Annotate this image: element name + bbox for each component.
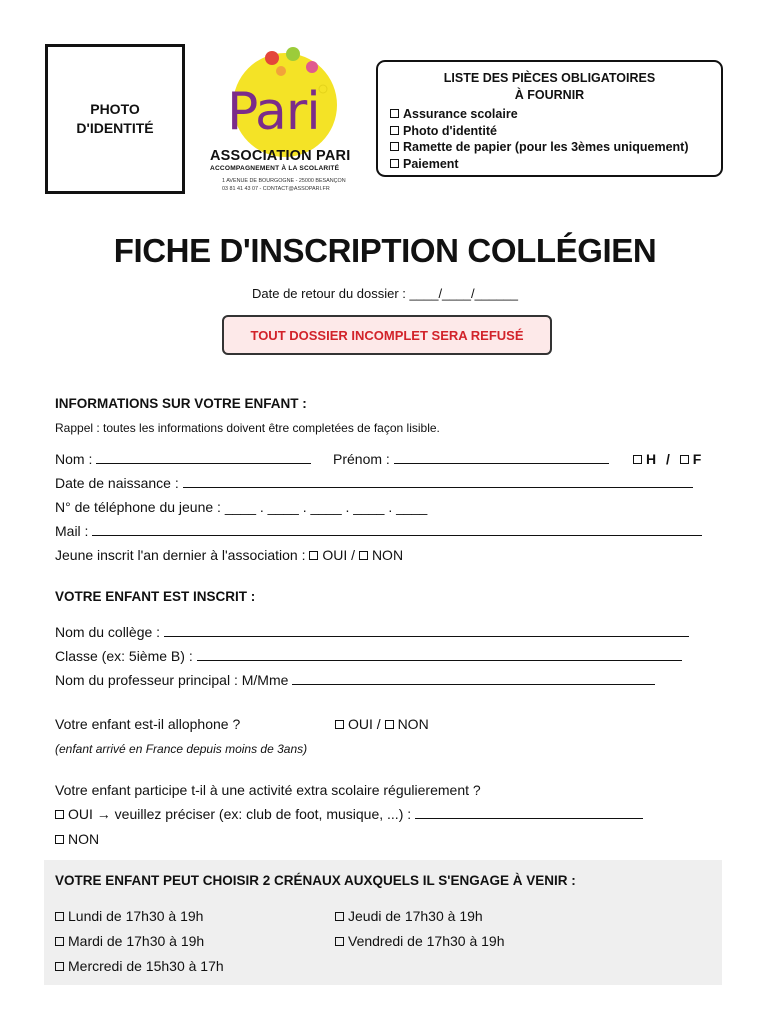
teacher-label: Nom du professeur principal : M/Mme	[55, 672, 289, 688]
slot-tuesday-label: Mardi de 17h30 à 19h	[68, 933, 205, 949]
extracurricular-non-row	[55, 831, 99, 847]
checkbox-icon[interactable]	[390, 126, 399, 135]
checkbox-icon[interactable]	[390, 109, 399, 118]
non-label: NON	[371, 547, 404, 563]
logo-green-dot	[286, 47, 300, 61]
logo-orange-dot	[276, 66, 286, 76]
last-name-row	[55, 451, 311, 467]
choice-separator: /	[351, 547, 356, 563]
return-date-field[interactable]: Date de retour du dossier : ____/____/______	[252, 286, 518, 301]
mail-row	[55, 523, 702, 539]
slot-wednesday-label: Mercredi de 15h30 à 17h	[68, 958, 224, 974]
checkbox-non-icon[interactable]	[55, 835, 64, 844]
registered-last-year-label: Jeune inscrit l'an dernier à l'association :	[55, 547, 306, 563]
slot-monday	[55, 908, 203, 924]
page-title: FICHE D'INSCRIPTION COLLÉGIEN	[113, 232, 657, 269]
checkbox-icon[interactable]	[55, 912, 64, 921]
slot-thursday	[335, 908, 483, 924]
choice-separator: /	[376, 716, 381, 732]
child-info-section-title: INFORMATIONS SUR VOTRE ENFANT :	[55, 396, 307, 411]
logo-pink-dot	[306, 61, 318, 73]
class-field[interactable]	[197, 648, 682, 661]
teacher-row	[55, 672, 655, 688]
birth-date-label: Date de naissance :	[55, 475, 179, 491]
last-name-field[interactable]	[96, 451, 311, 464]
extracurricular-non-label: NON	[68, 831, 100, 847]
gender-h-label: H	[646, 451, 657, 467]
checkbox-non-icon[interactable]	[385, 720, 394, 729]
gender-separator: /	[666, 451, 670, 467]
allophone-choice	[335, 716, 429, 732]
required-document-item	[390, 156, 709, 173]
required-documents-list	[390, 106, 709, 172]
checkbox-icon[interactable]	[335, 912, 344, 921]
birth-date-field[interactable]	[183, 475, 693, 488]
checkbox-oui-icon[interactable]	[55, 810, 64, 819]
last-name-label: Nom :	[55, 451, 93, 467]
logo-yellow-dot	[319, 85, 327, 93]
checkbox-icon[interactable]	[335, 937, 344, 946]
required-document-item	[390, 106, 709, 123]
extracurricular-oui-label: OUI → veuillez préciser (ex: club de foot, musique, ...) :	[68, 806, 412, 822]
first-name-label: Prénom :	[333, 451, 390, 467]
logo-name: ASSOCIATION PARI	[210, 148, 351, 164]
logo-address-line2: 03 81 41 43 07 - CONTACT@ASSOPARI.FR	[222, 186, 330, 192]
extracurricular-details-field[interactable]	[415, 806, 643, 819]
mail-field[interactable]	[92, 523, 702, 536]
allophone-oui-label: OUI	[348, 716, 373, 732]
required-document-label: Photo d'identité	[403, 123, 497, 138]
college-row	[55, 624, 689, 640]
allophone-question: Votre enfant est-il allophone ?	[55, 716, 241, 732]
phone-label: N° de téléphone du jeune :	[55, 499, 221, 515]
photo-label-line1: PHOTO	[90, 101, 140, 117]
oui-label: OUI	[322, 547, 348, 563]
phone-row	[55, 499, 427, 515]
extracurricular-question: Votre enfant participe t-il à une activité extra scolaire régulierement ?	[55, 782, 481, 798]
checkbox-icon[interactable]	[55, 962, 64, 971]
school-section-title: VOTRE ENFANT EST INSCRIT :	[55, 589, 256, 604]
checkbox-oui-icon[interactable]	[309, 551, 318, 560]
college-field[interactable]	[164, 624, 689, 637]
checkbox-non-icon[interactable]	[359, 551, 368, 560]
required-documents-title-line2: À FOURNIR	[514, 88, 585, 102]
logo-address-line1: 1 AVENUE DE BOURGOGNE - 25000 BESANÇON	[222, 178, 346, 184]
checkbox-icon[interactable]	[55, 937, 64, 946]
reminder-text: Rappel : toutes les informations doivent être completées de façon lisible.	[55, 421, 440, 435]
college-label: Nom du collège :	[55, 624, 161, 640]
checkbox-h-icon[interactable]	[633, 455, 642, 464]
required-documents-title	[390, 70, 709, 104]
extracurricular-oui-row	[55, 806, 643, 822]
registered-last-year-row	[55, 547, 403, 563]
required-document-item	[390, 139, 709, 156]
logo-address	[222, 177, 346, 193]
slot-friday	[335, 933, 504, 949]
photo-placeholder	[45, 44, 185, 194]
slot-monday-label: Lundi de 17h30 à 19h	[68, 908, 204, 924]
logo-subtitle: ACCOMPAGNEMENT À LA SCOLARITÉ	[210, 165, 340, 172]
logo-red-dot	[265, 51, 279, 65]
teacher-field[interactable]	[292, 672, 655, 685]
checkbox-f-icon[interactable]	[680, 455, 689, 464]
required-document-item	[390, 123, 709, 140]
incomplete-warning-badge: TOUT DOSSIER INCOMPLET SERA REFUSÉ	[222, 315, 552, 355]
first-name-row	[333, 451, 609, 467]
class-label: Classe (ex: 5ième B) :	[55, 648, 193, 664]
allophone-non-label: NON	[397, 716, 429, 732]
gender-f-label: F	[692, 451, 702, 467]
required-documents-title-line1: LISTE DES PIÈCES OBLIGATOIRES	[443, 71, 656, 85]
photo-label-line2: D'IDENTITÉ	[76, 120, 154, 136]
birth-date-row	[55, 475, 693, 491]
required-documents-box	[376, 60, 723, 177]
slot-wednesday	[55, 958, 224, 974]
first-name-field[interactable]	[394, 451, 609, 464]
required-document-label: Paiement	[403, 156, 459, 171]
time-slots-title: VOTRE ENFANT PEUT CHOISIR 2 CRÉNAUX AUXQUELS IL S'ENGAGE À VENIR :	[55, 873, 576, 888]
checkbox-icon[interactable]	[390, 159, 399, 168]
class-row	[55, 648, 682, 664]
required-document-label: Assurance scolaire	[403, 107, 518, 121]
checkbox-icon[interactable]	[390, 142, 399, 151]
allophone-note: (enfant arrivé en France depuis moins de 3ans)	[55, 742, 308, 756]
slot-friday-label: Vendredi de 17h30 à 19h	[348, 933, 505, 949]
gender-choice	[633, 451, 701, 467]
slot-tuesday	[55, 933, 204, 949]
required-document-label: Ramette de papier (pour les 3èmes uniquement)	[403, 140, 689, 154]
mail-label: Mail :	[55, 523, 89, 539]
logo-word: Pari	[227, 82, 320, 142]
phone-field[interactable]: ____ . ____ . ____ . ____ . ____	[224, 499, 428, 515]
checkbox-oui-icon[interactable]	[335, 720, 344, 729]
slot-thursday-label: Jeudi de 17h30 à 19h	[348, 908, 483, 924]
